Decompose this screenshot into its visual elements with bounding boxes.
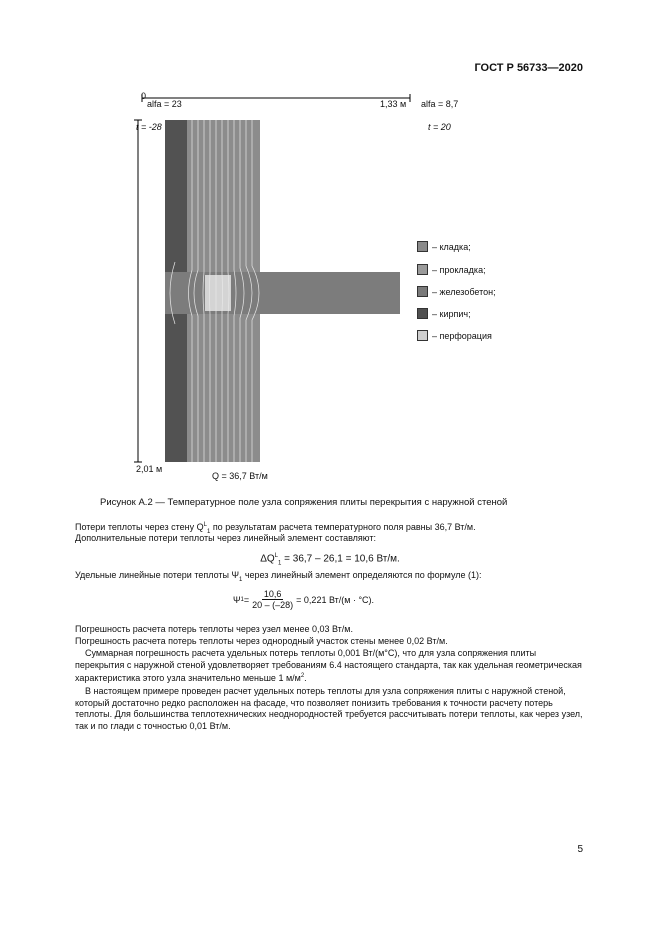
alfa-left-label: alfa = 23 bbox=[147, 99, 182, 109]
fraction bbox=[252, 589, 293, 610]
page-number: 5 bbox=[577, 844, 583, 855]
legend-label: – прокладка; bbox=[432, 264, 486, 275]
paragraph-total-error bbox=[75, 648, 585, 685]
sup: L bbox=[274, 553, 279, 559]
text-span: Удельные линейные потери теплоты Ψ bbox=[75, 570, 239, 580]
sub: 1 bbox=[239, 576, 243, 583]
slab bbox=[165, 272, 400, 314]
text-span: = 36,7 – 26,1 = 10,6 Вт/м. bbox=[281, 553, 400, 565]
legend-item-masonry bbox=[417, 241, 471, 252]
legend-swatch bbox=[417, 264, 428, 275]
text-span: через линейный элемент определяются по формуле (1): bbox=[242, 570, 482, 580]
text-span: по результатам расчета температурного поля равны 36,7 Вт/м. bbox=[210, 522, 476, 532]
paragraph-error-wall: Погрешность расчета потерь теплоты через однородный участок стены менее 0,02 Вт/м. bbox=[75, 636, 448, 646]
legend-item-concrete bbox=[417, 286, 496, 297]
legend-label: – кирпич; bbox=[432, 308, 471, 319]
numerator: 10,6 bbox=[263, 589, 282, 599]
sup: L bbox=[203, 522, 207, 528]
legend-item-perforation bbox=[417, 330, 492, 341]
legend-label: – кладка; bbox=[432, 241, 471, 252]
sub: 1 bbox=[206, 528, 211, 535]
legend-swatch bbox=[417, 286, 428, 297]
sup: 2 bbox=[300, 673, 305, 679]
legend-swatch bbox=[417, 330, 428, 341]
sub: 1 bbox=[278, 560, 282, 567]
width-label: 1,33 м bbox=[380, 99, 407, 109]
height-label: 2,01 м bbox=[136, 464, 163, 474]
origin-label: 0 bbox=[141, 91, 147, 101]
legend-label: – перфорация bbox=[432, 330, 492, 341]
alfa-right-label: alfa = 8,7 bbox=[421, 99, 459, 109]
legend-label: – железобетон; bbox=[432, 286, 496, 297]
t-left-label: t = -28 bbox=[136, 122, 162, 132]
text-span: ΔQ bbox=[260, 553, 275, 565]
legend-swatch bbox=[417, 241, 428, 252]
text-span: Суммарная погрешность расчета удельных потерь теплоты 0,001 Вт/(м°С), что для узла сопряжения плиты перекрытия с наружной стеной удовлетворяет требованиям 6.4 настоящего стандарта, так как удельная геометрическая характеристика этого узла значительно меньше 1 м/м bbox=[75, 648, 582, 683]
text-span: = bbox=[243, 594, 250, 605]
text-span: Потери теплоты через стену Q bbox=[75, 522, 204, 532]
standard-header: ГОСТ Р 56733—2020 bbox=[474, 62, 583, 74]
formula-delta-q bbox=[75, 551, 585, 570]
text-span: Ψ bbox=[233, 594, 241, 605]
paragraph-additional: Дополнительные потери теплоты через линейный элемент составляют: bbox=[75, 533, 376, 543]
text-span: = 0,221 Вт/(м · °С). bbox=[296, 594, 375, 605]
temperature-field-figure bbox=[130, 90, 430, 490]
paragraph-example: В настоящем примере проведен расчет удельных потерь теплоты для узла сопряжения плиты с наружной стеной, который достаточно редко расположен на фасаде, что позволяет понизить требования к точности расчету потерь теплоты. Для большинства теплотехнических неоднородностей требуется рассчитывать потери теплоты, как через узел, так и по глади с точностью 0,01 Вт/м. bbox=[75, 686, 583, 731]
figure-caption: Рисунок А.2 — Температурное поле узла сопряжения плиты перекрытия с наружной стеной bbox=[100, 497, 508, 508]
text-span: . bbox=[304, 673, 307, 683]
legend-item-gasket bbox=[417, 264, 486, 275]
paragraph-psi bbox=[75, 570, 585, 586]
q-label: Q = 36,7 Вт/м bbox=[212, 471, 268, 481]
paragraph-error-node: Погрешность расчета потерь теплоты через узел менее 0,03 Вт/м. bbox=[75, 624, 353, 634]
legend-item-brick bbox=[417, 308, 471, 319]
legend-swatch bbox=[417, 308, 428, 319]
denominator: 20 – (–28) bbox=[252, 600, 294, 610]
formula-psi bbox=[233, 589, 374, 610]
sub: 1 bbox=[240, 596, 244, 603]
t-right-label: t = 20 bbox=[428, 122, 451, 132]
perforation-zone bbox=[205, 275, 231, 311]
